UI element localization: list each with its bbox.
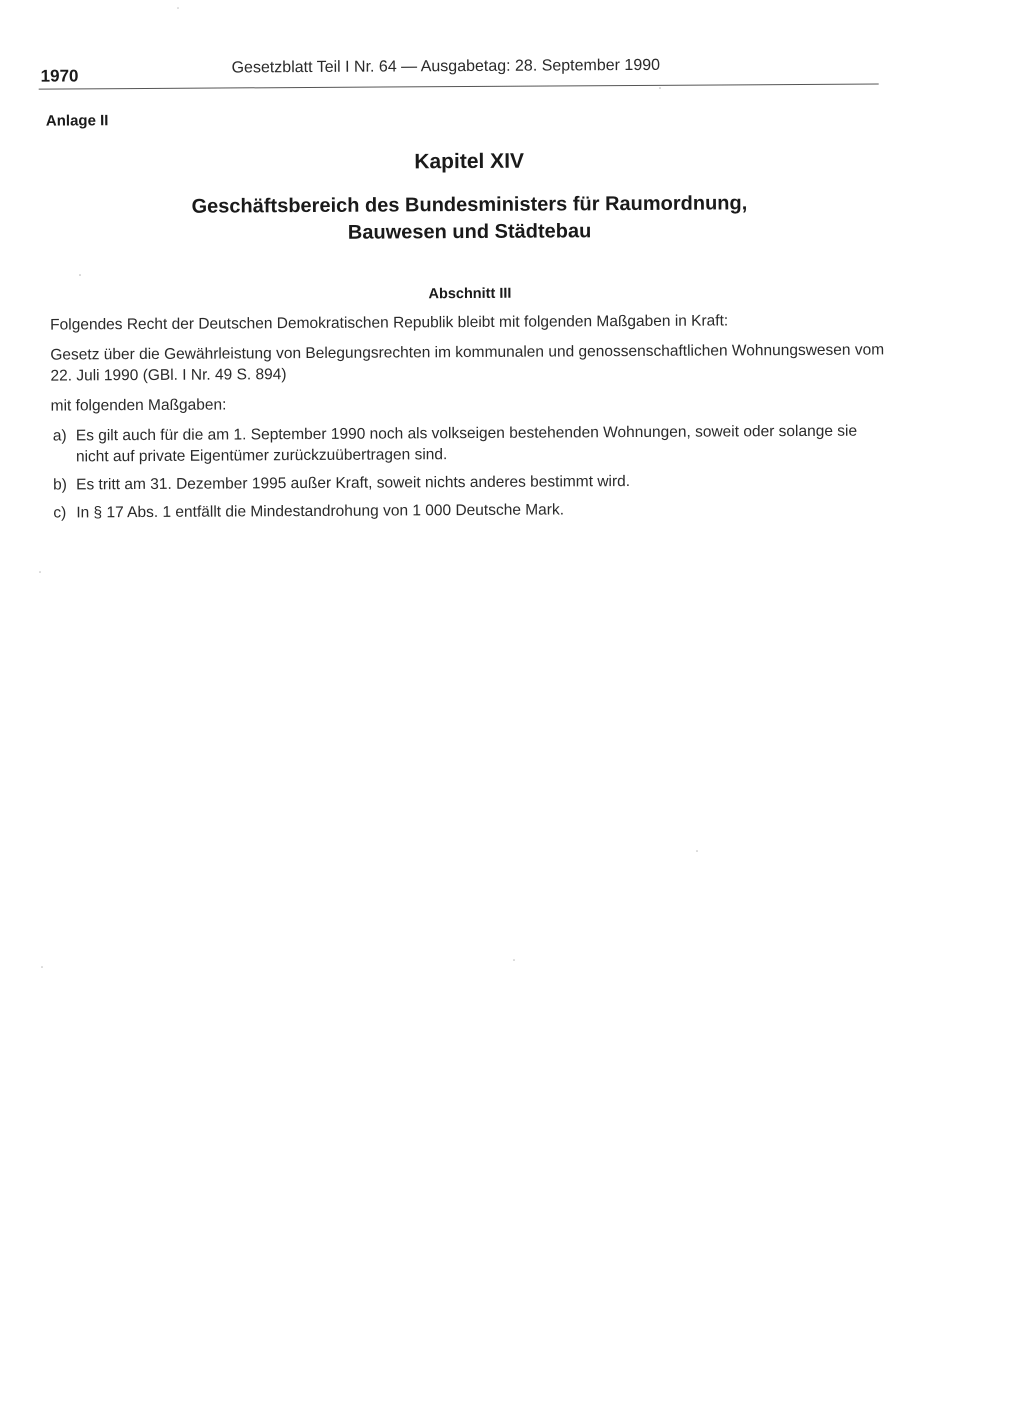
ministry-title-line-1: Geschäftsbereich des Bundesministers für Raumordnung,: [191, 192, 748, 218]
intro-paragraph: Folgendes Recht der Deutschen Demokratischen Republik bleibt mit folgenden Maßgaben in Kraft:: [50, 312, 729, 334]
ministry-title-line-2: Bauwesen und Städtebau: [347, 220, 592, 244]
section-title: Abschnitt III: [428, 285, 512, 303]
section-body: [50, 309, 891, 530]
page-header: [38, 48, 878, 90]
list-marker: b): [53, 476, 67, 494]
list-item-text: Es gilt auch für die am 1. September 1990 noch als volkseigen bestehenden Wohnungen, soweit oder solange sie nicht auf private Eigentümer zurückzuübertragen sind.: [75, 422, 858, 466]
list-item: [51, 420, 891, 467]
law-citation: Gesetz über die Gewährleistung von Belegungsrechten im kommunalen und genossenschaftlichen Wohnungswesen vom 22. Juli 1990 (GBl. I Nr. 49 S. 894): [50, 341, 885, 385]
list-marker: c): [53, 504, 67, 522]
page-number: 1970: [40, 66, 79, 86]
list-item-text: In § 17 Abs. 1 entfällt die Mindestandrohung von 1 000 Deutsche Mark.: [76, 501, 565, 522]
list-marker: a): [52, 427, 67, 445]
list-item-text: Es tritt am 31. Dezember 1995 außer Kraft, soweit nichts anderes bestimmt wird.: [76, 473, 631, 494]
chapter-title: Kapitel XIV: [414, 149, 525, 174]
annex-label: Anlage II: [45, 112, 109, 130]
provisos-intro: mit folgenden Maßgaben:: [50, 396, 227, 415]
list-item: [51, 469, 891, 495]
provisos-list: [51, 420, 892, 523]
list-item: [51, 497, 891, 523]
running-title: Gesetzblatt Teil I Nr. 64 — Ausgabetag: 28. September 1990: [231, 56, 661, 77]
chapter-heading: [149, 148, 790, 248]
